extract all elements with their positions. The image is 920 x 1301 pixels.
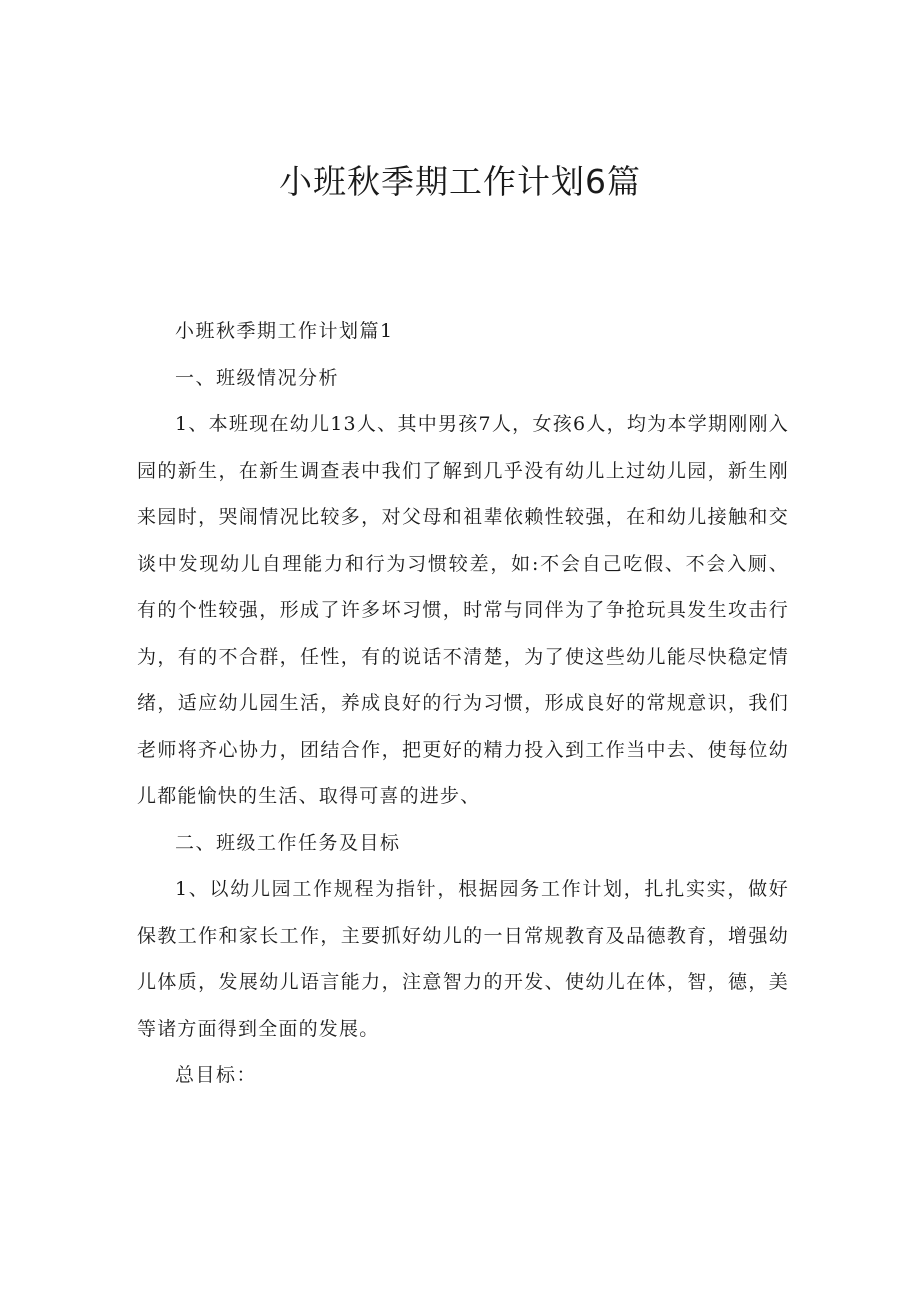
section-heading-piece-1: 小班秋季期工作计划篇1 [175,320,394,342]
heading-class-situation: 一、班级情况分析 [175,366,340,389]
heading-tasks-goals: 二、班级工作任务及目标 [175,831,401,854]
document-body [137,308,789,1099]
document-title: 小班秋季期工作计划6篇 [279,162,641,201]
paragraph-tasks-goals: 1、以幼儿园工作规程为指针，根据园务工作计划，扎扎实实，做好保教工作和家长工作，主要抓好幼儿的一日常规教育及品德教育，增强幼儿体质，发展幼儿语言能力，注意智力的开发、使幼儿在体，智，德，美等诸方面得到全面的发展。 [137,878,789,1040]
paragraph-class-situation: 1、本班现在幼儿13人、其中男孩7人，女孩6人，均为本学期刚刚入园的新生，在新生调查表中我们了解到几乎没有幼儿上过幼儿园，新生刚来园时，哭闹情况比较多，对父母和祖辈依赖性较强，在和幼儿接触和交谈中发现幼儿自理能力和行为习惯较差，如:不会自己吃假、不会入厕、有的个性较强，形成了许多坏习惯，时常与同伴为了争抢玩具发生攻击行为，有的不合群，任性，有的说话不清楚，为了使这些幼儿能尽快稳定情绪，适应幼儿园生活，养成良好的行为习惯，形成良好的常规意识，我们老师将齐心协力，团结合作，把更好的精力投入到工作当中去、使每位幼儿都能愉快的生活、取得可喜的进步、 [137,413,789,807]
heading-overall-goal: 总目标： [175,1064,258,1086]
